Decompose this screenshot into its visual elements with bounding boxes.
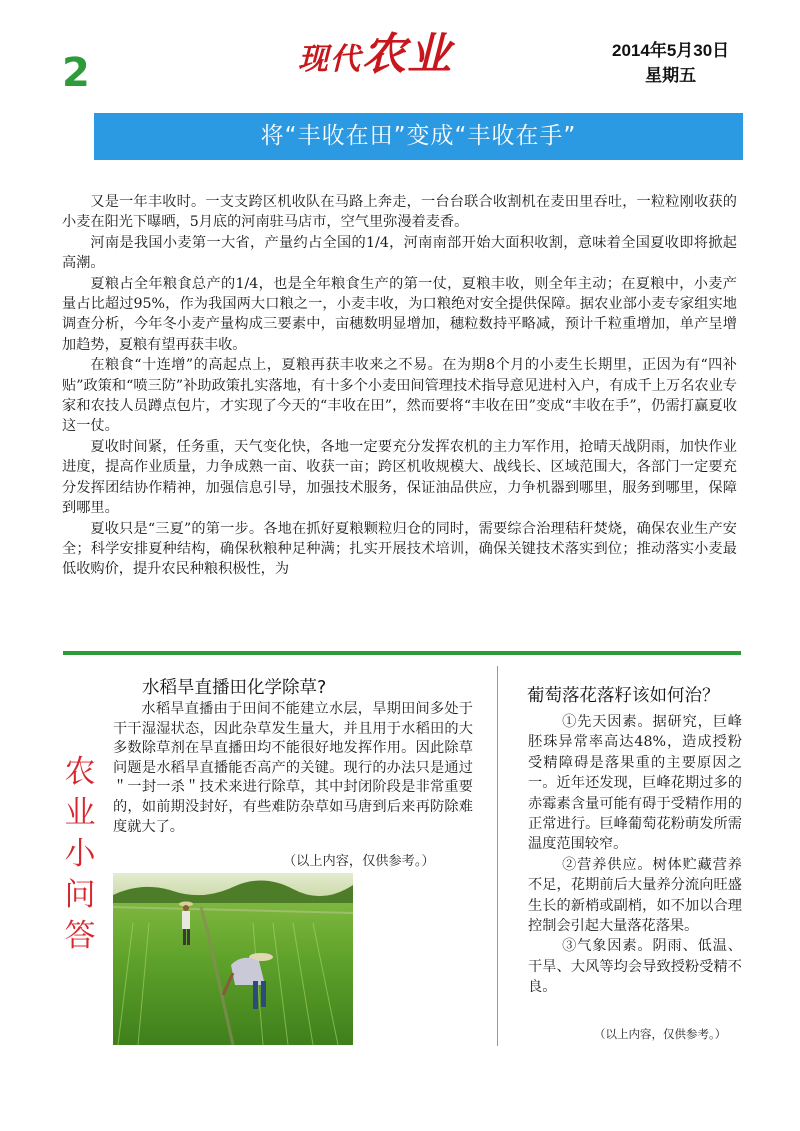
q2-paragraph: ③气象因素。阴雨、低温、干旱、大风等均会导致授粉受精不良。 xyxy=(528,938,742,996)
masthead-part-a: 现代 xyxy=(298,42,362,77)
masthead xyxy=(298,18,452,82)
q1-paragraph: 水稻旱直播由于田间不能建立水层，旱期田间多处于干干湿湿状态，因此杂草发生量大，并且用于水稻田的大多数除草剂在旱直播田均不能很好地发挥作用。因此除草问题是水稻旱直播能否高产的关键。现行的办法只是通过＂一封一杀＂技术来进行除草，其中封闭阶段是非常重要的，如前期没封好，有些难防杂草如马唐到后来再防除难度就大了。 xyxy=(113,701,473,835)
issue-date-block xyxy=(612,38,729,88)
column-divider xyxy=(497,666,498,1046)
masthead-part-b: 农业 xyxy=(362,29,452,80)
article-paragraph: 河南是我国小麦第一大省，产量约占全国的1/4，河南南部开始大面积收割，意味着全国夏收即将掀起高潮。 xyxy=(62,234,737,272)
rice-field-photo xyxy=(113,873,353,1045)
page-number: 2 xyxy=(62,50,90,96)
article-paragraph: 在粮食“十连增”的高起点上，夏粮再获丰收来之不易。在为期8个月的小麦生长期里，正因为有“四补贴”政策和“喷三防”补助政策扎实落地，有十多个小麦田间管理技术指导意见进村入户，有成千上万名农业专家和农技人员蹲点包片，才实现了今天的“丰收在田”，然而要将“丰收在田”变成“丰收在手”，仍需打赢夏收这一仗。 xyxy=(62,357,737,435)
headline-banner: 将“丰收在田”变成“丰收在手” xyxy=(94,113,743,160)
q2-title: 葡萄落花落籽该如何治？ xyxy=(527,686,720,706)
article-paragraph: 又是一年丰收时。一支支跨区机收队在马路上奔走，一台台联合收割机在麦田里吞吐，一粒粒刚收获的小麦在阳光下曝晒，5月底的河南驻马店市，空气里弥漫着麦香。 xyxy=(62,194,737,231)
article-paragraph: 夏粮占全年粮食总产的1/4，也是全年粮食生产的第一仗，夏粮丰收，则全年主动；在夏粮中，小麦产量占比超过95%，作为我国两大口粮之一，小麦丰收，为口粮绝对安全提供保障。据农业部小麦专家组实地调查分析，今年冬小麦产量构成三要素中，亩穗数明显增加，穗粒数持平略减，预计千粒重增加，单产呈增加趋势，夏粮有望再获丰收。 xyxy=(62,275,737,353)
q2-disclaimer: （以上内容，仅供参考。） xyxy=(594,1027,727,1041)
article-paragraph: 夏收只是“三夏”的第一步。各地在抓好夏粮颗粒归仓的同时，需要综合治理秸秆焚烧，确保农业生产安全；科学安排夏种结构，确保秋粮种足种满；扎实开展技术培训，确保关键技术落实到位；推动落实小麦最低收购价，提升农民种粮积极性，为 xyxy=(62,520,737,578)
q2-body xyxy=(528,712,742,998)
issue-weekday: 星期五 xyxy=(645,66,697,85)
q2-paragraph: ②营养供应。树体贮藏营养不足，花期前后大量养分流向旺盛生长的新梢或副梢，如不加以合理控制会引起大量落花落果。 xyxy=(528,856,742,935)
q1-disclaimer: （以上内容，仅供参考。） xyxy=(283,854,435,869)
q1-title: 水稻旱直播田化学除草? xyxy=(142,678,327,698)
section-divider xyxy=(63,651,741,655)
article-paragraph: 夏收时间紧，任务重，天气变化快，各地一定要充分发挥农机的主力军作用，抢晴天战阴雨，加快作业进度，提高作业质量，力争成熟一亩、收获一亩；跨区机收规模大、战线长、区域范围大，各部门一定要充分发挥团结协作精神，加强信息引导，加强技术服务，保证油品供应，力争机器到哪里，服务到哪里，保障到哪里。 xyxy=(62,438,737,517)
main-article xyxy=(62,192,737,580)
q2-paragraph: ①先天因素。据研究，巨峰胚珠异常率高达48%，造成授粉受精障碍是落果重的主要原因之一。近年还发现，巨峰花期过多的赤霉素含量可能有碍于受精作用的正常进行。巨峰葡萄花粉萌发所需温度范围较窄。 xyxy=(528,714,742,853)
issue-date: 2014年5月30日 xyxy=(612,41,730,60)
q1-body xyxy=(113,700,473,837)
section-title-vertical: 农业小问答 xyxy=(64,754,96,954)
